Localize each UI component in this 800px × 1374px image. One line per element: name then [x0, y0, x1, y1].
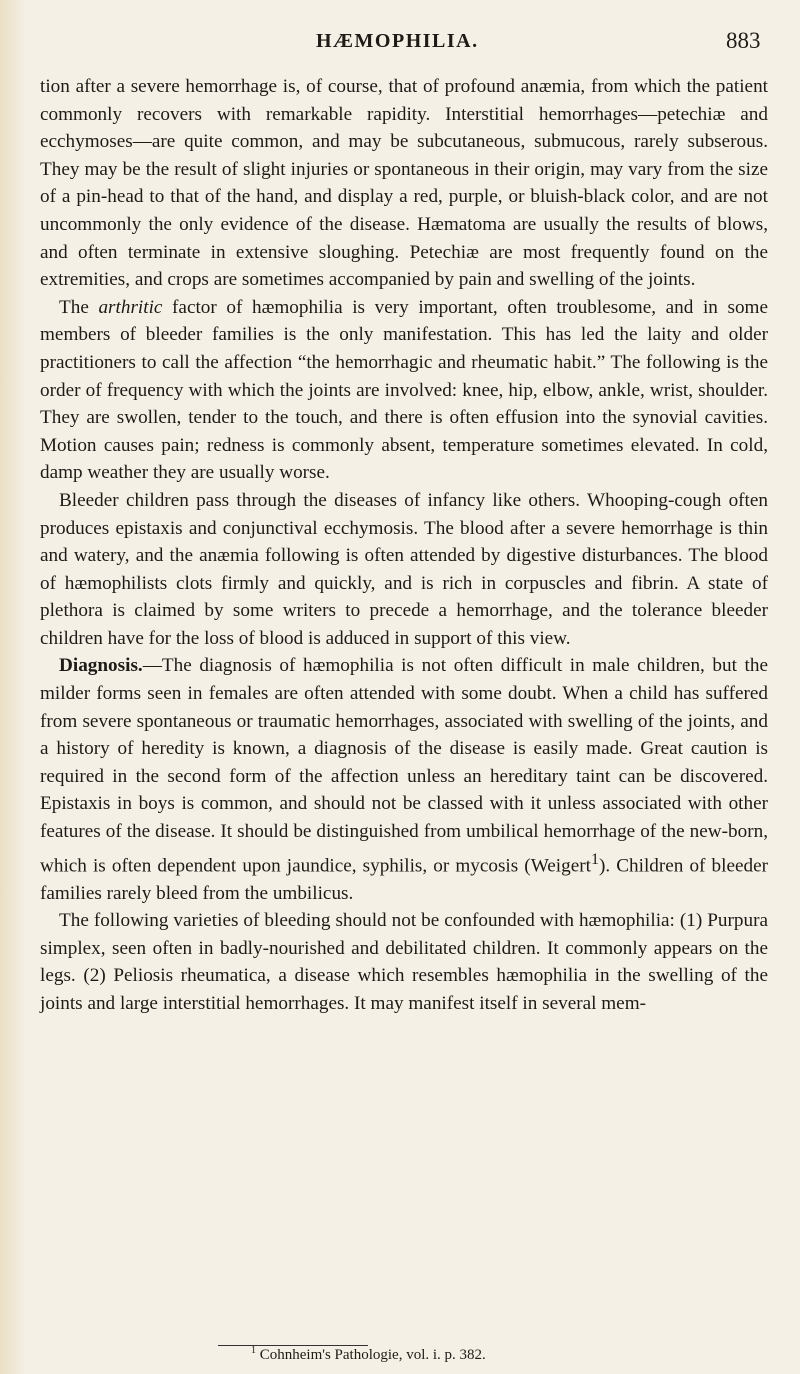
diagnosis-text: —The diagnosis of hæmophilia is not often difficult in male children, but the milder forms seen in females are often attended with some doubt. When a child has suffered from severe spontaneous or traumatic hemorrhages, associated with swelling of the joints, and a history of heredity is known, a diagnosis of the disease is easily made. Great caution is required in the second form of the affection unless an hereditary taint can be discovered. Epistaxis in boys is common, and should not be classed with it unless associated with other features of the disease. It should be distinguished from umbilical hemorrhage of the new-born, which is often dependent upon jaundice, syphilis, or mycosis (Weigert	[40, 655, 768, 877]
footnote-text: Cohnheim's Pathologie, vol. i. p. 382.	[259, 1347, 486, 1363]
page-header	[0, 30, 800, 60]
paragraph-2	[40, 294, 768, 487]
footnote-ref[interactable]: 1	[590, 850, 599, 868]
page-number: 883	[726, 28, 761, 53]
page-edge-shading	[0, 0, 26, 1374]
paragraph-1: tion after a severe hemorrhage is, of course, that of profound anæmia, from which the patient commonly recovers with remarkable rapidity. Interstitial hemorrhages—petechiæ and ecchymoses—are quite common, and may be subcutaneous, submucous, rarely subserous. They may be the result of slight injuries or spontaneous in their origin, may vary from the size of a pin-head to that of the hand, and display a red, purple, or bluish-black color, and are not uncommonly the only evidence of the disease. Hæmatoma are usually the results of blows, and often terminate in extensive sloughing. Petechiæ are most frequently found on the extremities, and crops are sometimes accompanied by pain and swelling of the joints.	[40, 76, 768, 291]
paragraph-2-text: factor of hæmophilia is very important, often troublesome, and in some members of bleeder families is the only manifestation. This has led the laity and older practitioners to call the affection “the hemorrhagic and rheumatic habit.” The following is the order of frequency with which the joints are involved: knee, hip, elbow, ankle, wrist, shoulder. They are swollen, tender to the touch, and there is often effusion into the synovial cavities. Motion causes pain; redness is commonly absent, temperature sometimes elevated. In cold, damp weather they are usually worse.	[40, 296, 768, 484]
running-title: HÆMOPHILIA.	[316, 30, 479, 52]
diagnosis-text-end: ). Children of bleeder families rarely bleed from the umbilicus.	[40, 855, 768, 904]
diagnosis-heading: Diagnosis.	[59, 655, 143, 677]
footnote-marker: 1	[251, 1345, 256, 1356]
paragraph-5: The following varieties of bleeding should not be confounded with hæmophilia: (1) Purpura simplex, seen often in badly-nourished and debilitated children. It commonly appears on the legs. (2) Peliosis rheumatica, a disease which resembles hæmophilia in the swelling of the joints and large interstitial hemorrhages. It may manifest itself in several mem-	[40, 910, 768, 1014]
body-text	[40, 73, 768, 1018]
paragraph-4	[40, 652, 768, 907]
italic-arthritic: arthritic	[98, 296, 163, 318]
footnote	[251, 1345, 486, 1364]
paragraph-2-lead: The	[59, 296, 99, 318]
paragraph-3: Bleeder children pass through the diseases of infancy like others. Whooping-cough often produces epistaxis and conjunctival ecchymosis. The blood after a severe hemorrhage is thin and watery, and the anæmia following is often attended by digestive disturbances. The blood of hæmophilists clots firmly and quickly, and is rich in corpuscles and fibrin. A state of plethora is claimed by some writers to precede a hemorrhage, and the tolerance bleeder children have for the loss of blood is adduced in support of this view.	[40, 489, 768, 649]
